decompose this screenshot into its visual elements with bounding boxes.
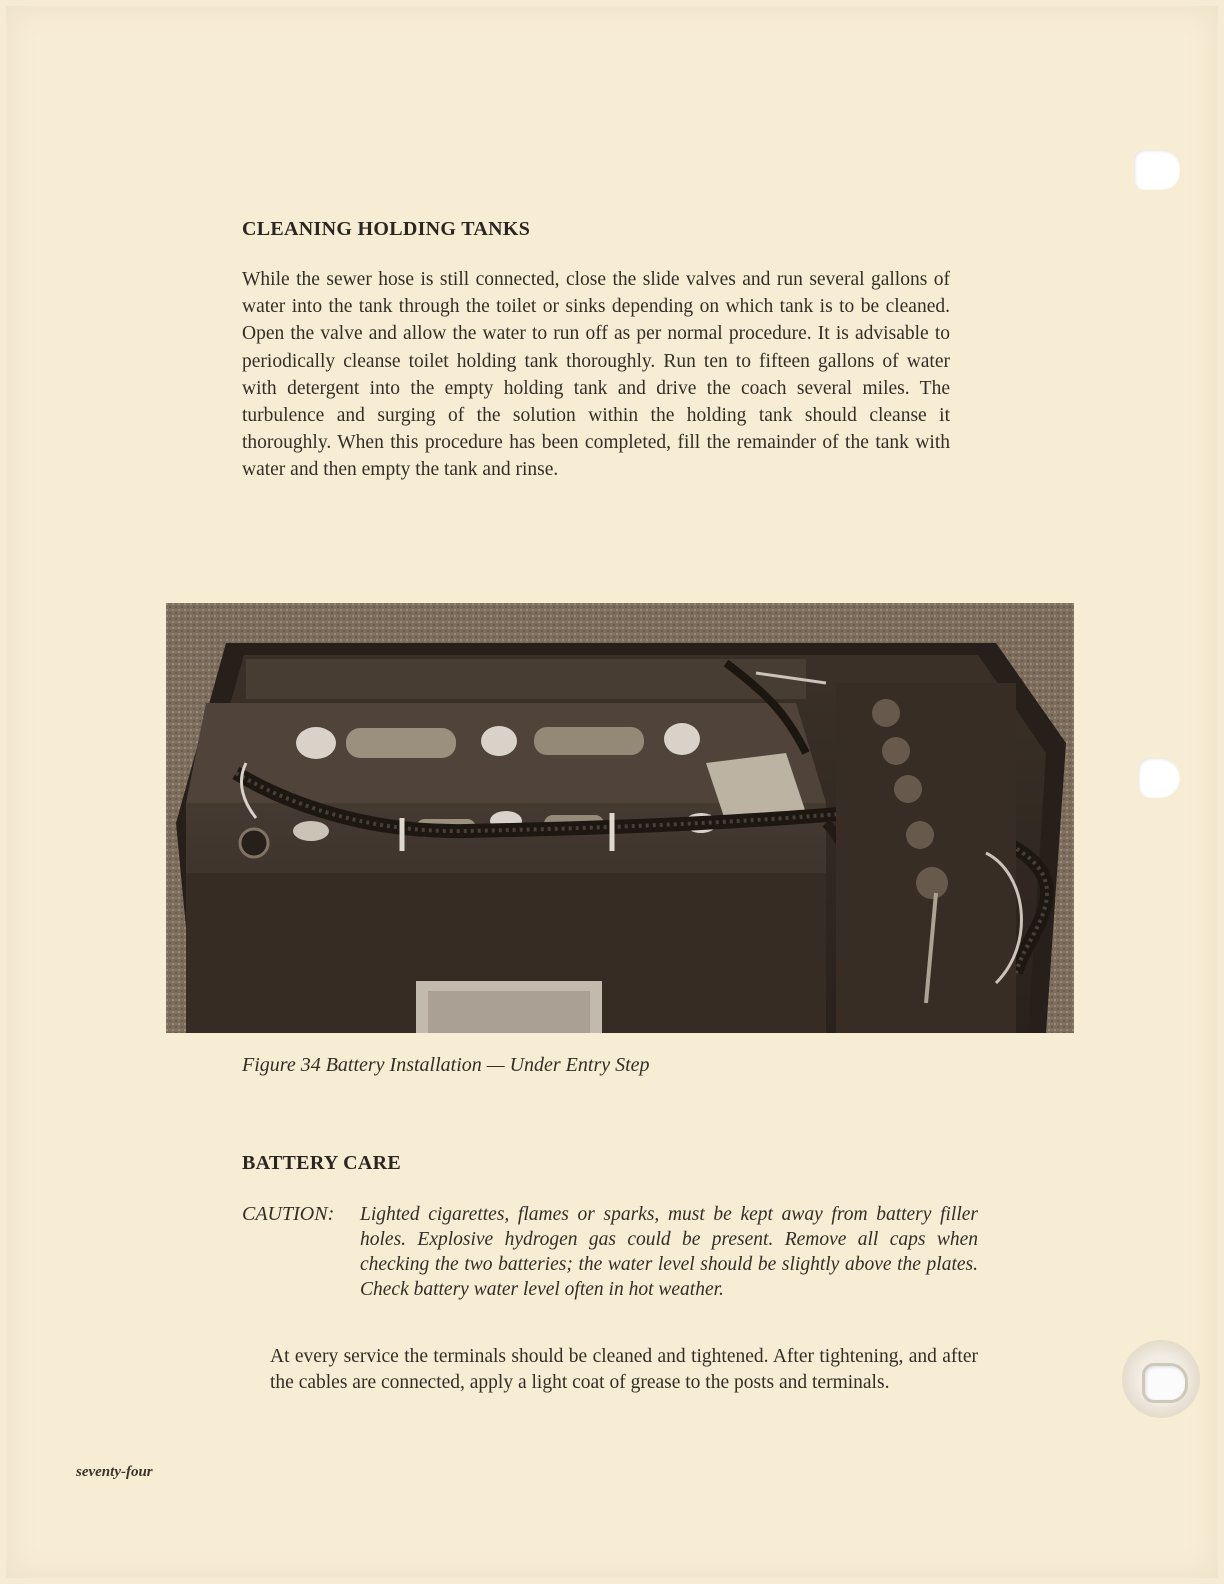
punch-hole-top <box>1134 150 1180 190</box>
caution-label: CAUTION: <box>242 1203 335 1225</box>
figure-caption: Figure 34 Battery Installation — Under Entry Step <box>242 1054 650 1076</box>
section-heading-cleaning: CLEANING HOLDING TANKS <box>242 218 531 240</box>
cleaning-paragraph: While the sewer hose is still connected, close the slide valves and run several gallons of water into the tank through the toilet or sinks depending on which tank is to be cleaned. Open the valve and allow the water to run off as per normal procedure. It is advisable to periodically cleanse toilet holding tank thoroughly. Run ten to fifteen gallons of water with detergent into the empty holding tank and drive the coach several miles. The turbulence and surging of the solution within the holding tank should cleanse it thoroughly. When this procedure has been completed, fill the remainder of the tank with water and then empty the tank and rinse. <box>242 269 950 481</box>
battery-paragraph: At every service the terminals should be cleaned and tightened. After tightening, and after the cables are connected, apply a light coat of grease to the posts and terminals. <box>270 1346 978 1393</box>
section-heading-battery: BATTERY CARE <box>242 1152 402 1174</box>
caution-text: Lighted cigarettes, flames or sparks, must be kept away from battery filler holes. Explosive hydrogen gas could be present. Remove all caps when checking the two batteries; the water level should be slightly above the plates. Check battery water level often in hot weather. <box>360 1204 978 1300</box>
battery-photo <box>166 603 1074 1033</box>
page-number: seventy-four <box>76 1464 153 1480</box>
punch-hole-middle <box>1138 758 1180 798</box>
punch-hole-bottom <box>1142 1363 1188 1403</box>
